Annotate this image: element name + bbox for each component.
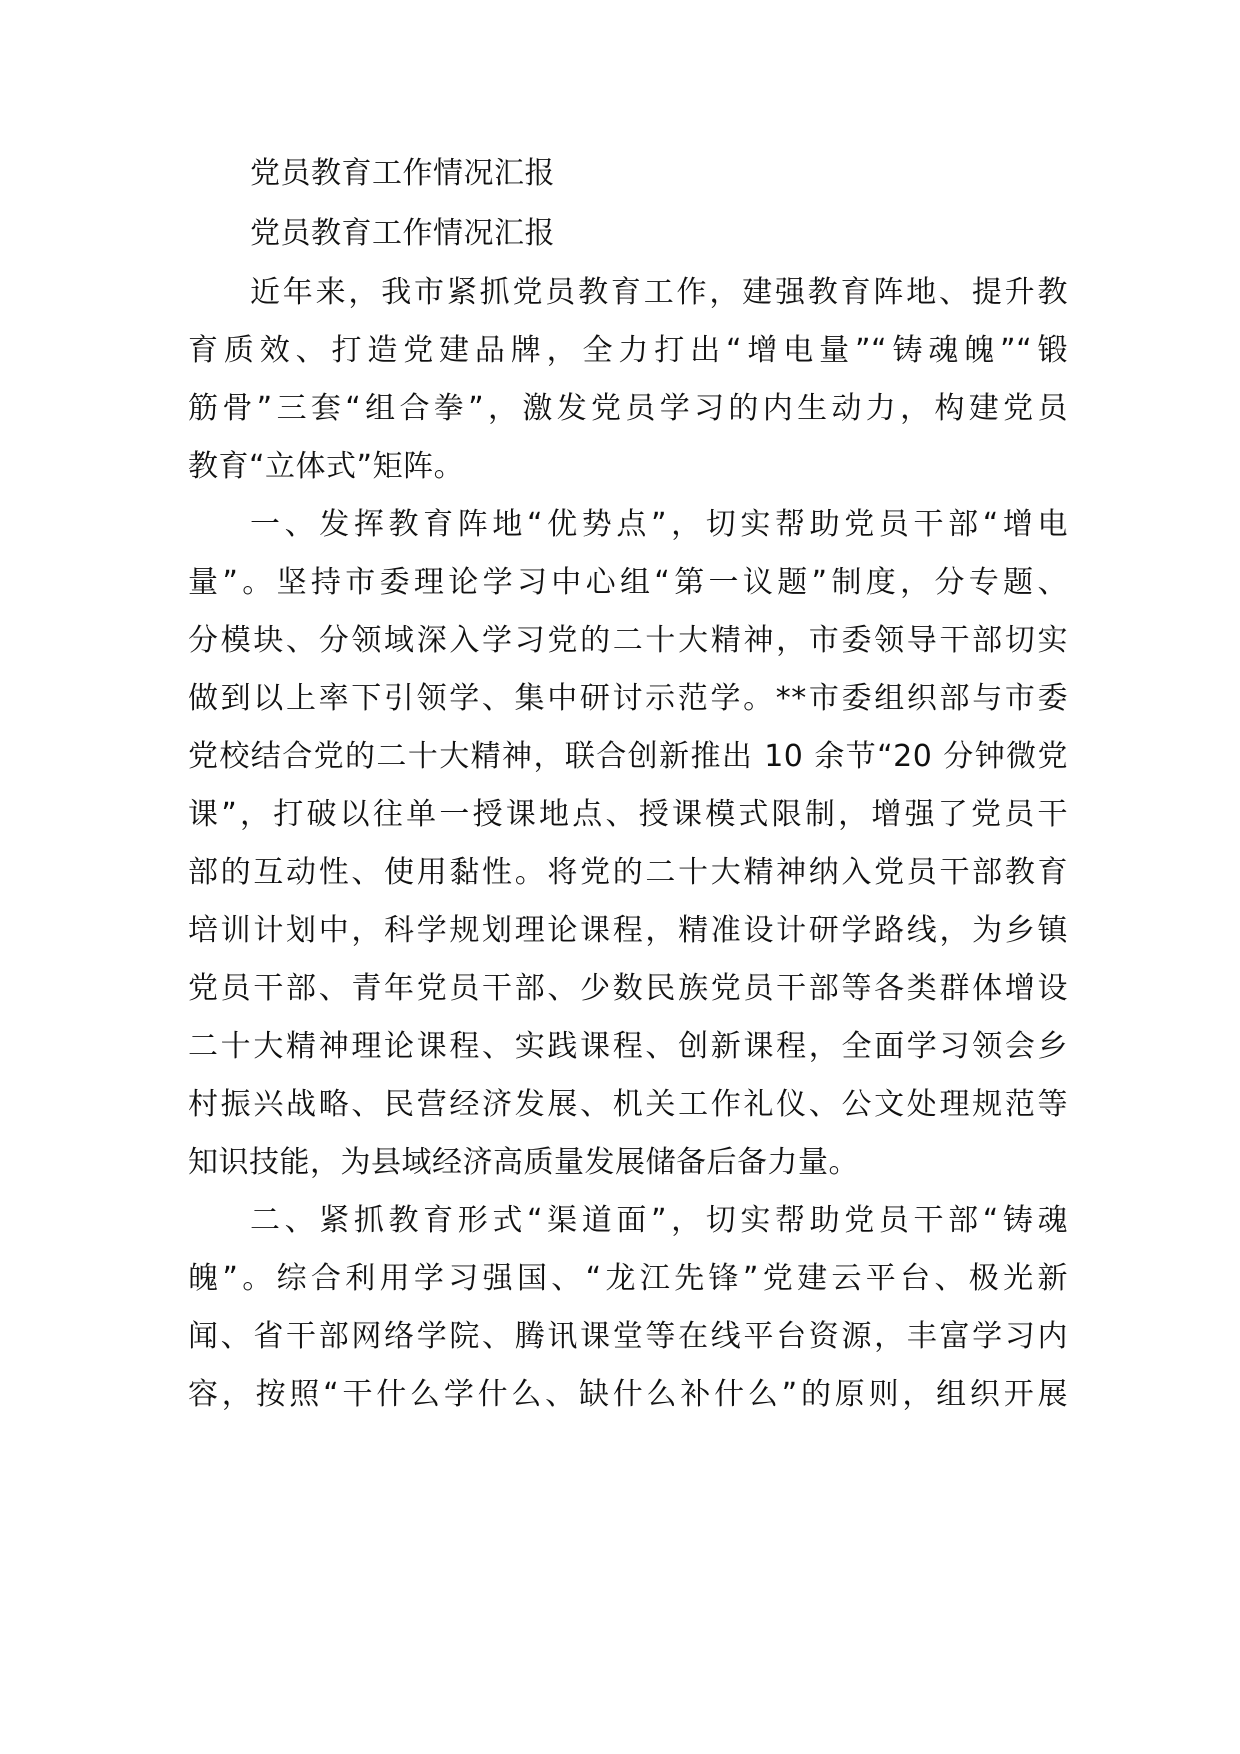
paragraph-line: 一、发挥教育阵地“优势点”，切实帮助党员干部“增电 (250, 507, 1068, 542)
paragraph-line: 魄”。综合利用学习强国、“龙江先锋”党建云平台、极光新 (188, 1261, 1068, 1296)
paragraph-line: 做到以上率下引领学、集中研讨示范学。**市委组织部与市委 (188, 681, 1068, 716)
paragraph-line: 筋骨”三套“组合拳”，激发党员学习的内生动力，构建党员 (188, 391, 1068, 426)
paragraph-line: 分模块、分领域深入学习党的二十大精神，市委领导干部切实 (188, 623, 1068, 658)
document-subheading: 党员教育工作情况汇报 (250, 216, 555, 251)
paragraph-line: 知识技能，为县域经济高质量发展储备后备力量。 (188, 1145, 859, 1180)
paragraph-line: 党校结合党的二十大精神，联合创新推出 10 余节“20 分钟微党 (188, 739, 1068, 774)
paragraph-line: 部的互动性、使用黏性。将党的二十大精神纳入党员干部教育 (188, 855, 1068, 890)
paragraph-line: 容，按照“干什么学什么、缺什么补什么”的原则，组织开展 (188, 1377, 1068, 1412)
paragraph-line: 课”，打破以往单一授课地点、授课模式限制，增强了党员干 (188, 797, 1068, 832)
paragraph-line: 教育“立体式”矩阵。 (188, 449, 465, 484)
document-heading: 党员教育工作情况汇报 (250, 156, 555, 191)
paragraph-line: 村振兴战略、民营经济发展、机关工作礼仪、公文处理规范等 (188, 1087, 1068, 1122)
paragraph-line: 育质效、打造党建品牌，全力打出“增电量”“铸魂魄”“锻 (188, 333, 1068, 368)
paragraph-line: 二十大精神理论课程、实践课程、创新课程，全面学习领会乡 (188, 1029, 1068, 1064)
paragraph-line: 培训计划中，科学规划理论课程，精准设计研学路线，为乡镇 (188, 913, 1068, 948)
paragraph-line: 量”。坚持市委理论学习中心组“第一议题”制度，分专题、 (188, 565, 1068, 600)
paragraph-line: 党员干部、青年党员干部、少数民族党员干部等各类群体增设 (188, 971, 1068, 1006)
paragraph-line: 二、紧抓教育形式“渠道面”，切实帮助党员干部“铸魂 (250, 1203, 1068, 1238)
paragraph-line: 闻、省干部网络学院、腾讯课堂等在线平台资源，丰富学习内 (188, 1319, 1068, 1354)
paragraph-line: 近年来，我市紧抓党员教育工作，建强教育阵地、提升教 (250, 275, 1068, 310)
